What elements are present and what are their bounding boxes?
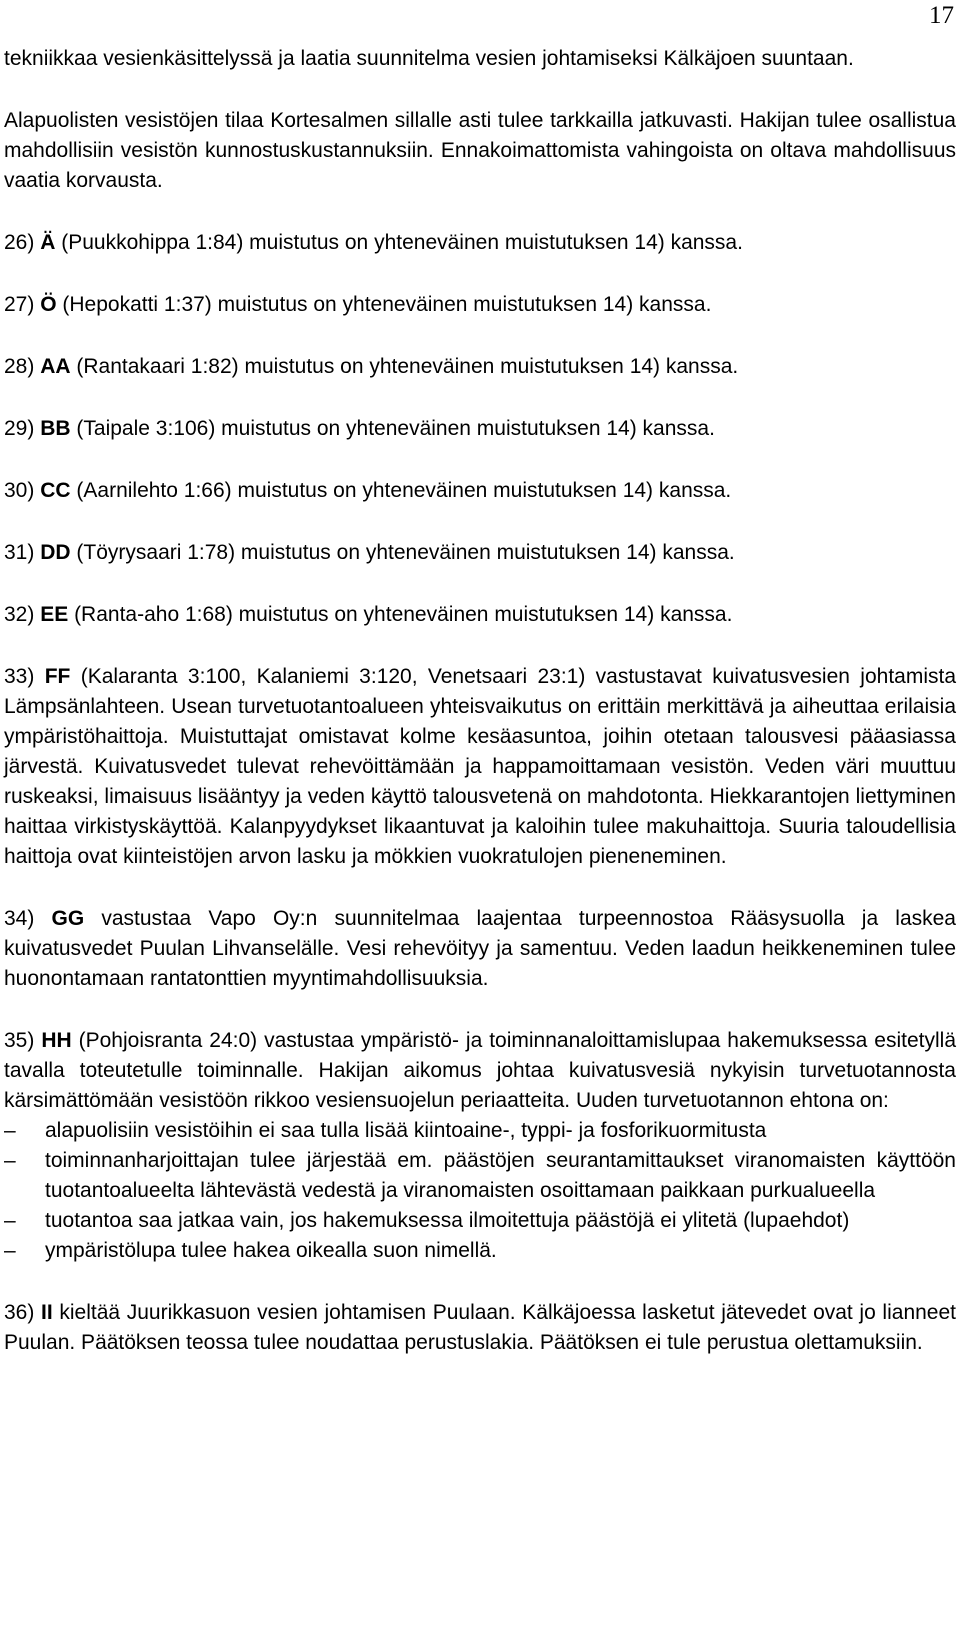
dash-bullet: –	[4, 1239, 16, 1262]
item-36: 36) II kieltää Juurikkasuon vesien johtamisen Puulaan. Kälkäjoessa lasketut jätevedet ovat jo lianneet Puulan. Päätöksen teossa tulee noudattaa perustuslakia. Päätöksen ei tule perustua olettamuksiin.	[4, 1301, 956, 1354]
intro-continuation: tekniikkaa vesienkäsittelyssä ja laatia suunnitelma vesien johtamiseksi Kälkäjoen suuntaan.	[4, 47, 854, 70]
item-32: 32) EE (Ranta-aho 1:68) muistutus on yhteneväinen muistutuksen 14) kanssa.	[4, 603, 733, 626]
item-code: DD	[40, 541, 71, 564]
item-34: 34) GG vastustaa Vapo Oy:n suunnitelmaa laajentaa turpeennostoa Rääsysuolla ja laskea kuivatusvedet Puulan Lihvanselälle. Vesi rehevöityy ja samentuu. Veden laadun heikkeneminen tulee huonontamaan rantatonttien myyntimahdollisuuksia.	[4, 907, 956, 990]
item-35: 35) HH (Pohjoisranta 24:0) vastustaa ympäristö- ja toiminnanaloittamislupaa hakemuksessa esitetyllä tavalla toteutetulle toiminnalle. Hakijan aikomus johtaa kuivatusvesiä nykyisin turvetuotannosta kärsimättömään vesistöön rikkoo vesiensuojelun periaatteita. Uuden turvetuotannon ehtona on:	[4, 1029, 956, 1112]
item-code: II	[41, 1301, 53, 1324]
item-code: CC	[40, 479, 71, 502]
dash-bullet: –	[4, 1119, 16, 1142]
page-number: 17	[929, 2, 954, 29]
item-code: EE	[40, 603, 69, 626]
intro-requests: Alapuolisten vesistöjen tilaa Kortesalmen sillalle asti tulee tarkkailla jatkuvasti. Hakijan tulee osallistua mahdollisiin vesistön kunnostuskustannuksiin. Ennakoimattomista vahingoista on oltava mahdollisuus vaatia korvausta.	[4, 109, 956, 192]
list-item: – tuotantoa saa jatkaa vain, jos hakemuksessa ilmoitettuja päästöjä ei ylitetä (lupaehdot)	[4, 1206, 956, 1236]
item-31: 31) DD (Töyrysaari 1:78) muistutus on yhteneväinen muistutuksen 14) kanssa.	[4, 541, 735, 564]
item-code: Ö	[40, 293, 57, 316]
item-code: AA	[40, 355, 71, 378]
item-code: FF	[44, 665, 71, 688]
item-code: GG	[51, 907, 85, 930]
item-26: 26) Ä (Puukkohippa 1:84) muistutus on yhteneväinen muistutuksen 14) kanssa.	[4, 231, 743, 254]
item-code: BB	[40, 417, 71, 440]
item-28: 28) AA (Rantakaari 1:82) muistutus on yhteneväinen muistutuksen 14) kanssa.	[4, 355, 739, 378]
dash-bullet: –	[4, 1149, 16, 1172]
item-code: HH	[41, 1029, 72, 1052]
conditions-list	[4, 1116, 956, 1266]
item-33: 33) FF (Kalaranta 3:100, Kalaniemi 3:120, Venetsaari 23:1) vastustavat kuivatusvesien johtamista Lämpsänlahteen. Usean turvetuotantoalueen yhteisvaikutus on erittäin merkittävä ja aiheuttaa erilaisia ympäristöhaittoja. Muistuttajat omistavat kolme kesäasuntoa, joihin otetaan talousvesi pääasiassa järvestä. Kuivatusvedet tulevat rehevöittämään ja happamoittamaan vesistön. Veden väri muuttuu ruskeaksi, limaisuus lisääntyy ja veden käyttö talousvetenä on mahdotonta. Hiekkarantojen liettyminen haittaa virkistyskäyttöä. Kalanpyydykset likaantuvat ja kaloihin tulee makuhaittoja. Suuria taloudellisia haittoja ovat kiinteistöjen arvon lasku ja mökkien vuokratulojen pieneneminen.	[4, 665, 957, 868]
document-body	[4, 44, 956, 1358]
item-30: 30) CC (Aarnilehto 1:66) muistutus on yhteneväinen muistutuksen 14) kanssa.	[4, 479, 732, 502]
list-item: – toiminnanharjoittajan tulee järjestää em. päästöjen seurantamittaukset viranomaisten käyttöön tuotantoalueelta lähtevästä vedestä ja viranomaisten osoittamaan paikkaan purkualueella	[4, 1146, 956, 1206]
list-item: – alapuolisiin vesistöihin ei saa tulla lisää kiintoaine-, typpi- ja fosforikuormitusta	[4, 1116, 956, 1146]
dash-bullet: –	[4, 1209, 16, 1232]
item-29: 29) BB (Taipale 3:106) muistutus on yhteneväinen muistutuksen 14) kanssa.	[4, 417, 715, 440]
item-27: 27) Ö (Hepokatti 1:37) muistutus on yhteneväinen muistutuksen 14) kanssa.	[4, 293, 712, 316]
list-item: – ympäristölupa tulee hakea oikealla suon nimellä.	[4, 1236, 956, 1266]
item-code: Ä	[40, 231, 56, 254]
